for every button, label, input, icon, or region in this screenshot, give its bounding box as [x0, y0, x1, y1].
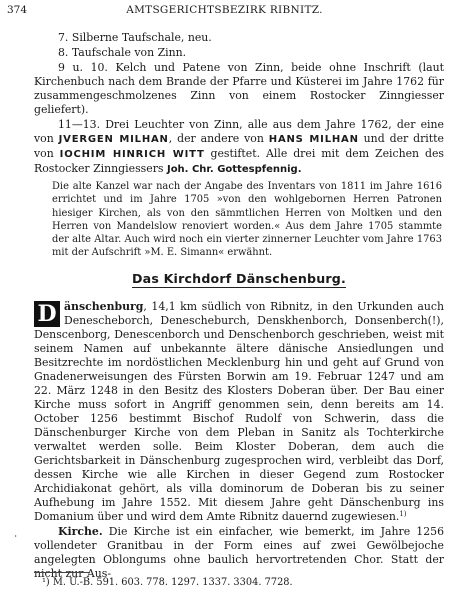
page-body — [34, 31, 444, 581]
note-paragraph: Die alte Kanzel war nach der Angabe des Inventars von 1811 im Jahre 1616 errichtet und im Jahre 1705 »von den wohlgebornen Herren Patronen hiesiger Kirchen, als von den sämmtlichen Herren von Moltken und den Herren von Mandelslow renoviert worden.« Aus dem Jahre 1705 stammte der alte Altar. Auch wird noch ein vierter zinnerner Leuchter vom Jahre 1763 mit der Aufschrift »M. E. Simann« erwähnt. — [52, 181, 442, 259]
item-11-13-text-d: gestiftet. Alle drei mit dem Zeichen des Rostocker Zinngiessers — [34, 147, 445, 175]
footnote: ¹) M. U.-B. 591. 603. 778. 1297. 1337. 3304. 7728. — [42, 577, 293, 588]
inventory-item-7: 7. Silberne Taufschale, neu. — [58, 31, 212, 44]
section-intro — [34, 300, 444, 524]
margin-mark: ᐧ — [14, 530, 17, 543]
donor-name-3: IOCHIM HINRICH WITT — [59, 149, 205, 160]
inventory-item-9-10: 9 u. 10. Kelch und Patene von Zinn, beide ohne Inschrift (laut Kirchenbuch nach dem Brande der Pfarre und Küsterei im Jahre 1762 für zusammengeschmolzenes Zinn von einem Rostocker Zinngiesser geliefert). — [34, 61, 444, 116]
maker-name: Joh. Chr. Gottespfennig. — [166, 164, 302, 175]
drop-cap: D — [34, 301, 60, 327]
page-header — [7, 3, 442, 17]
page-number: 374 — [7, 4, 28, 16]
intro-text: , 14,1 km südlich von Ribnitz, in den Urkunden auch Denescheborch, Denescheburch, Denskhenborch, Donsenberch(!), Denscenborg, Denescenborch und Denschenborch geschrieben, weist mit seinem Namen auf unbekannte ältere dänische Ansiedlungen und Besitzrechte im nordöstlichen Mecklenburg hin und geht auf Grund von Gnadenerweisungen des Fürsten Borwin am 19. Februar 1247 und am 22. März 1248 in den Besitz des Klosters Doberan über. Der Bau einer Kirche muss sofort in Angriff genommen sein, denn bereits am 14. October 1256 bestimmt Bischof Rudolf von Schwerin, dass die Dänschenburger Kirche von dem Pleban in Sanitz als Tochterkirche verwaltet werden solle. Beim Kloster Doberan, dem auch die Gerichtsbarkeit in Dänschenburg zugesprochen wird, verbleibt das Dorf, dessen Kirche wie alle Kirchen in dieser Gegend zum Rostocker Archidiakonat gehört, als villa dominorum de Doberan bis zu seiner Aufhebung im Jahre 1552. Mit diesem Jahre geht Dänschenburg ins Domanium über und wird dem Amte Ribnitz dauernd zugewiesen. — [34, 299, 444, 523]
section-title: Das Kirchdorf Dänschenburg. — [131, 270, 347, 286]
donor-name-1: JVERGEN MILHAN — [58, 134, 169, 145]
running-title: AMTSGERICHTSBEZIRK RIBNITZ. — [126, 4, 323, 16]
kirche-text: Die Kirche ist ein einfacher, wie bemerkt, im Jahre 1256 vollendeter Granitbau in der Form eines auf zwei Gewölbejoche angelegten Oblongums ohne baulich hervortretenden Chor. Statt der nicht zur Aus- — [34, 524, 445, 580]
inventory-item-11-13 — [34, 118, 444, 177]
item-11-13-text-b: , der andere von — [168, 132, 264, 145]
kirche-paragraph — [34, 525, 444, 581]
donor-name-2: HANS MILHAN — [268, 134, 359, 145]
footnote-ref: 1) — [399, 509, 407, 518]
footnote-divider — [34, 572, 90, 573]
lead-word: änschenburg — [64, 299, 144, 313]
kirche-label: Kirche. — [58, 524, 103, 538]
inventory-item-8: 8. Taufschale von Zinn. — [58, 46, 187, 59]
item-11-13-text-a: 11—13. Drei Leuchter von Zinn, alle aus dem Jahre 1762, der eine von — [34, 118, 444, 145]
item-11-13-text-c: und der dritte von — [34, 132, 444, 160]
